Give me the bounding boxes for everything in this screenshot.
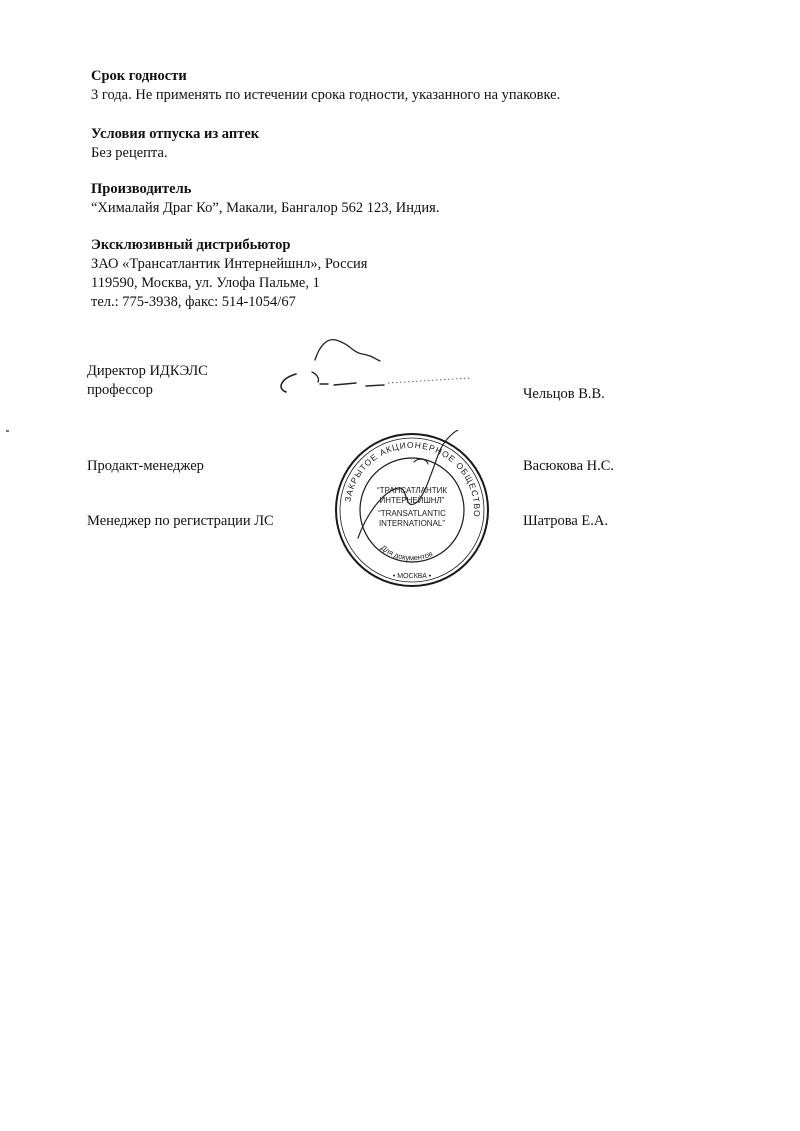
company-stamp (328, 430, 496, 590)
manufacturer-section (91, 180, 439, 218)
shelf-life-section (91, 67, 560, 105)
stamp-center-line4: INTERNATIONAL” (378, 519, 446, 528)
scan-speck (6, 430, 9, 432)
manufacturer-text: “Хималайя Драг Ко”, Макали, Бангалор 562 123, Индия. (91, 200, 440, 216)
stamp-bottom-inner: Для документов (379, 542, 434, 563)
stamp-center-line2: ИНТЕРНЕЙШНЛ” (379, 496, 445, 505)
stamp-center-line1: “ТРАНСАТЛАНТИК (376, 486, 448, 495)
director-name: Чельцов В.В. (523, 386, 605, 402)
dispensing-text: Без рецепта. (91, 145, 168, 161)
stamp-ring-text: ЗАКРЫТОЕ АКЦИОНЕРНОЕ ОБЩЕСТВО (342, 439, 483, 518)
distributor-name: ЗАО «Трансатлантик Интернейшнл», Россия (91, 256, 368, 272)
director-signature (270, 330, 480, 410)
distributor-contacts: тел.: 775-3938, факс: 514-1054/67 (91, 294, 296, 310)
distributor-address: 119590, Москва, ул. Улофа Пальме, 1 (91, 275, 320, 291)
manufacturer-heading: Производитель (91, 181, 192, 197)
product-manager-title: Продакт-менеджер (87, 458, 204, 474)
distributor-heading: Эксклюзивный дистрибьютор (91, 237, 291, 253)
director-title (87, 362, 208, 400)
dispensing-section (91, 125, 259, 163)
product-manager-name: Васюкова Н.С. (523, 458, 615, 474)
director-title-line2: профессор (87, 382, 153, 398)
registration-manager-name: Шатрова Е.А. (523, 513, 608, 529)
registration-manager-title: Менеджер по регистрации ЛС (87, 513, 274, 529)
stamp-center-line3: “TRANSATLANTIC (378, 509, 446, 518)
stamp-bottom-outer: • МОСКВА • (392, 573, 432, 580)
shelf-life-text: 3 года. Не применять по истечении срока годности, указанного на упаковке. (91, 87, 561, 103)
distributor-section (91, 236, 367, 312)
director-title-line1: Директор ИДКЭЛС (87, 363, 208, 379)
dispensing-heading: Условия отпуска из аптек (91, 126, 260, 142)
shelf-life-heading: Срок годности (91, 68, 187, 84)
